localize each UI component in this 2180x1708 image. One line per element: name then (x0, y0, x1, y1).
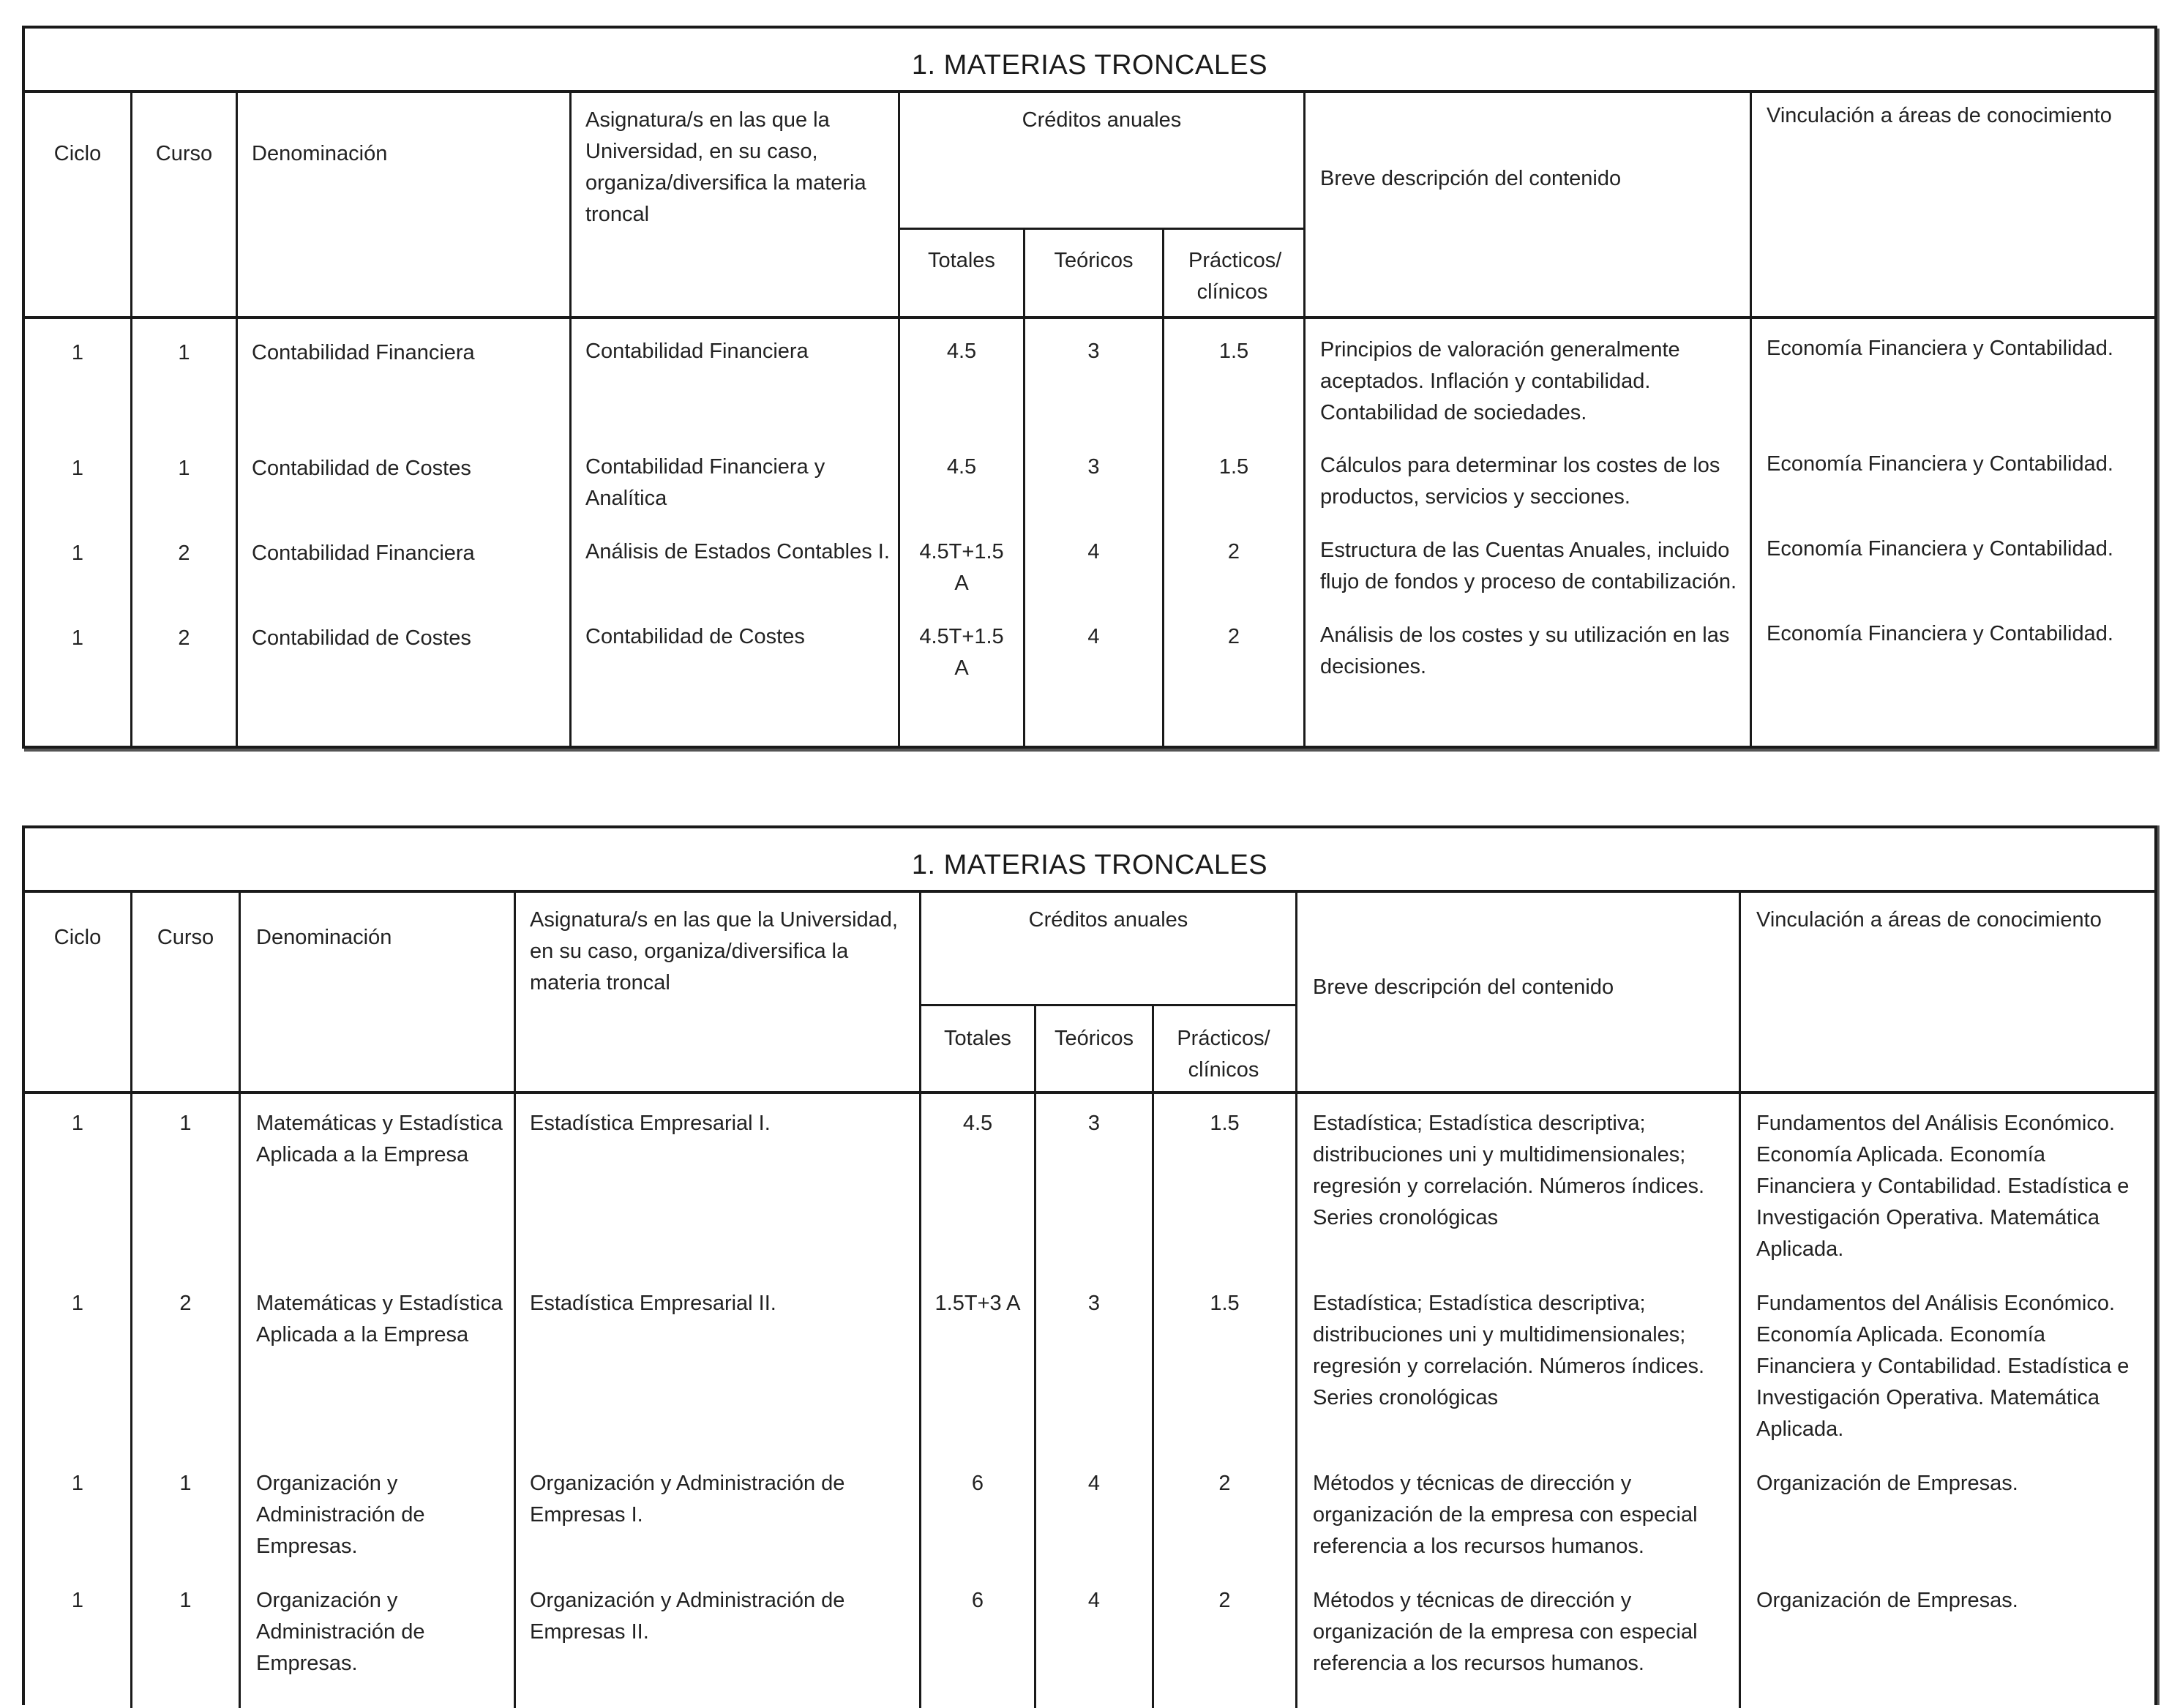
cell-denominacion: Contabilidad Financiera (252, 542, 475, 565)
header-denominacion: Denominación (252, 142, 388, 165)
column-divider (236, 93, 238, 749)
cell-vinculacion: Fundamentos del Análisis Económico. Economía Aplicada. Economía Financiera y Contabilidad. Estadística e Investigación Operativa. Matemática Aplicada. (1756, 1112, 2130, 1261)
cell-descripcion: Métodos y técnicas de dirección y organización de la empresa con especial referencia a los recursos humanos. (1313, 1472, 1698, 1558)
cell-descripcion: Estructura de las Cuentas Anuales, incluido flujo de fondos y proceso de contabilización. (1320, 539, 1737, 593)
cell-teoricos: 3 (1087, 1112, 1101, 1135)
cell-practicos: 1.5 (1218, 455, 1249, 479)
cell-ciclo: 1 (71, 1112, 84, 1135)
cell-denominacion: Contabilidad de Costes (252, 626, 471, 650)
cell-vinculacion: Organización de Empresas. (1756, 1472, 2018, 1495)
column-divider (1162, 228, 1164, 749)
cell-teoricos: 4 (1087, 625, 1100, 648)
cell-asignatura: Organización y Administración de Empresas II. (530, 1589, 845, 1644)
cell-totales: 4.5 (946, 340, 977, 363)
cell-descripcion: Análisis de los costes y su utilización en las decisiones. (1320, 623, 1730, 678)
cell-curso: 2 (178, 542, 190, 565)
cell-ciclo: 1 (71, 341, 84, 364)
column-divider (239, 893, 241, 1708)
cell-asignatura: Estadística Empresarial I. (530, 1112, 771, 1135)
cell-totales: 6 (971, 1472, 984, 1495)
cell-denominacion: Matemáticas y Estadística Aplicada a la Empresa (256, 1112, 503, 1166)
header-totales: Totales (944, 1027, 1011, 1050)
cell-totales: 4.5T+1.5 A (919, 540, 1004, 595)
cell-totales: 4.5 (962, 1112, 993, 1135)
cell-descripcion: Cálculos para determinar los costes de los productos, servicios y secciones. (1320, 454, 1720, 509)
cell-teoricos: 4 (1087, 540, 1100, 563)
column-divider (1739, 893, 1741, 1708)
cell-totales: 6 (971, 1589, 984, 1612)
column-divider (569, 93, 572, 749)
cell-curso: 1 (179, 1472, 192, 1495)
header-descripcion: Breve descripción del contenido (1320, 167, 1622, 190)
cell-asignatura: Contabilidad Financiera y Analítica (585, 455, 825, 510)
header-creditos: Créditos anuales (1022, 108, 1182, 132)
cell-totales: 4.5T+1.5 A (919, 625, 1004, 680)
cell-practicos: 1.5 (1210, 1292, 1240, 1315)
cell-curso: 1 (178, 341, 190, 364)
cell-curso: 2 (179, 1292, 192, 1315)
cell-practicos: 2 (1218, 1472, 1231, 1495)
cell-practicos: 1.5 (1210, 1112, 1240, 1135)
cell-teoricos: 3 (1087, 455, 1100, 479)
cell-descripcion: Principios de valoración generalmente aceptados. Inflación y contabilidad. Contabilidad de sociedades. (1320, 338, 1680, 424)
column-divider (1303, 93, 1306, 749)
header-creditos: Créditos anuales (1028, 908, 1188, 932)
cell-descripcion: Estadística; Estadística descriptiva; distribuciones uni y multidimensionales; regresión y correlación. Números índices. Series cronológicas (1313, 1292, 1705, 1409)
cell-teoricos: 3 (1087, 340, 1100, 363)
header-asignaturas: Asignatura/s en las que la Universidad, en su caso, organiza/diversifica la materia troncal (530, 908, 898, 995)
cell-teoricos: 3 (1087, 1292, 1101, 1315)
cell-practicos: 2 (1218, 1589, 1231, 1612)
header-divider (25, 316, 2154, 319)
column-divider (898, 93, 900, 749)
cell-ciclo: 1 (71, 1292, 84, 1315)
header-ciclo: Ciclo (53, 142, 102, 165)
cell-asignatura: Contabilidad Financiera (585, 340, 809, 363)
cell-descripcion: Métodos y técnicas de dirección y organización de la empresa con especial referencia a los recursos humanos. (1313, 1589, 1698, 1675)
cell-curso: 1 (178, 457, 190, 480)
cell-descripcion: Estadística; Estadística descriptiva; distribuciones uni y multidimensionales; regresión y correlación. Números índices. Series cronológicas (1313, 1112, 1705, 1229)
header-practicos: Prácticos/ clínicos (1177, 1027, 1270, 1082)
column-divider (1023, 228, 1025, 749)
cell-ciclo: 1 (71, 1472, 84, 1495)
cell-denominacion: Organización y Administración de Empresas. (256, 1589, 425, 1675)
table-title: 1. MATERIAS TRONCALES (25, 29, 2154, 93)
cell-vinculacion: Organización de Empresas. (1756, 1589, 2018, 1612)
cell-ciclo: 1 (71, 542, 84, 565)
header-practicos: Prácticos/ clínicos (1188, 249, 1282, 304)
cell-asignatura: Estadística Empresarial II. (530, 1292, 776, 1315)
cell-asignatura: Organización y Administración de Empresas I. (530, 1472, 845, 1527)
cell-vinculacion: Economía Financiera y Contabilidad. (1767, 452, 2113, 476)
header-teoricos: Teóricos (1054, 249, 1134, 272)
cell-ciclo: 1 (71, 1589, 84, 1612)
header-asignaturas: Asignatura/s en las que la Universidad, en su caso, organiza/diversifica la materia troncal (585, 108, 866, 226)
header-ciclo: Ciclo (53, 926, 102, 949)
cell-ciclo: 1 (71, 626, 84, 650)
credits-divider (898, 228, 1303, 230)
cell-denominacion: Organización y Administración de Empresas. (256, 1472, 425, 1558)
column-divider (514, 893, 516, 1708)
column-divider (1750, 93, 1752, 749)
cell-asignatura: Análisis de Estados Contables I. (585, 540, 890, 563)
column-divider (1295, 893, 1297, 1708)
cell-teoricos: 4 (1087, 1589, 1101, 1612)
cell-denominacion: Matemáticas y Estadística Aplicada a la Empresa (256, 1292, 503, 1346)
header-denominacion: Denominación (256, 926, 392, 949)
header-divider (25, 1091, 2154, 1094)
credits-divider (919, 1004, 1295, 1006)
header-teoricos: Teóricos (1055, 1027, 1134, 1050)
table-title: 1. MATERIAS TRONCALES (25, 828, 2154, 893)
cell-curso: 2 (178, 626, 190, 650)
cell-teoricos: 4 (1087, 1472, 1101, 1495)
header-descripcion: Breve descripción del contenido (1313, 975, 1614, 999)
troncales-table-2 (22, 825, 2157, 1705)
cell-totales: 1.5T+3 A (934, 1292, 1021, 1315)
cell-practicos: 1.5 (1218, 340, 1249, 363)
cell-vinculacion: Economía Financiera y Contabilidad. (1767, 537, 2113, 561)
cell-practicos: 2 (1227, 540, 1240, 563)
header-curso: Curso (157, 926, 214, 949)
cell-curso: 1 (179, 1589, 192, 1612)
cell-vinculacion: Economía Financiera y Contabilidad. (1767, 337, 2113, 360)
cell-curso: 1 (179, 1112, 192, 1135)
cell-totales: 4.5 (946, 455, 977, 479)
cell-denominacion: Contabilidad de Costes (252, 457, 471, 480)
cell-vinculacion: Economía Financiera y Contabilidad. (1767, 622, 2113, 645)
cell-asignatura: Contabilidad de Costes (585, 625, 805, 648)
header-vinculacion: Vinculación a áreas de conocimiento (1767, 104, 2112, 127)
header-vinculacion: Vinculación a áreas de conocimiento (1756, 908, 2102, 932)
header-totales: Totales (928, 249, 995, 272)
cell-ciclo: 1 (71, 457, 84, 480)
cell-denominacion: Contabilidad Financiera (252, 341, 475, 364)
cell-vinculacion: Fundamentos del Análisis Económico. Economía Aplicada. Economía Financiera y Contabilidad. Estadística e Investigación Operativa. Matemática Aplicada. (1756, 1292, 2130, 1441)
troncales-table-1 (22, 26, 2157, 749)
header-curso: Curso (155, 142, 213, 165)
cell-practicos: 2 (1227, 625, 1240, 648)
